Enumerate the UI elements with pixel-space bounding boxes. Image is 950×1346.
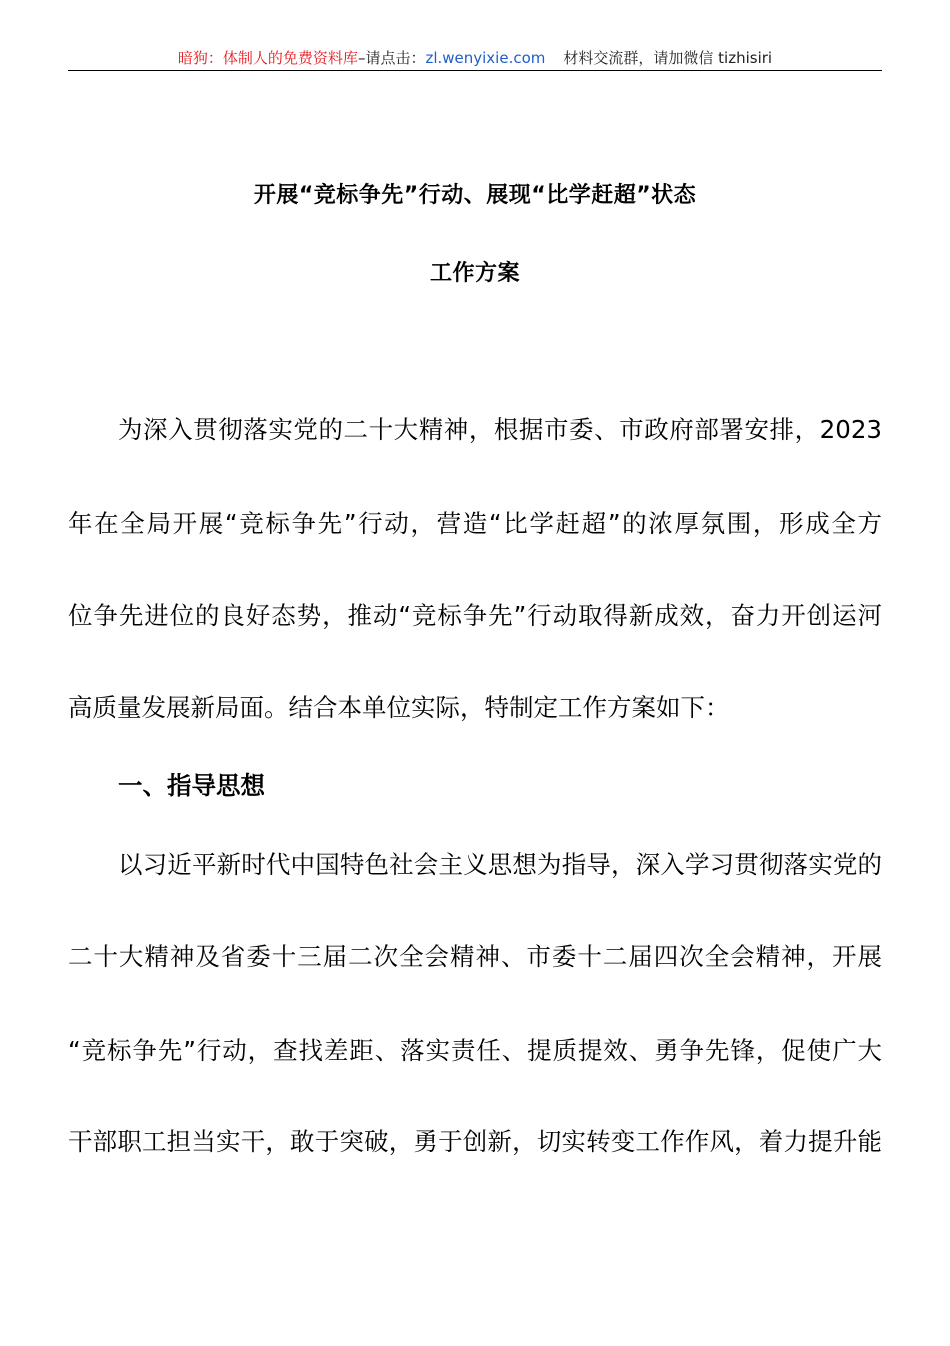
- section-paragraph-line: 以习近平新时代中国特色社会主义思想为指导，深入学习贯彻落实党的: [118, 850, 882, 879]
- intro-paragraph-line: 为深入贯彻落实党的二十大精神，根据市委、市政府部署安排，2023: [118, 415, 882, 444]
- document-subtitle: 工作方案: [429, 261, 520, 286]
- header-wechat-text: 材料交流群，请加微信 tizhisiri: [563, 49, 773, 67]
- header-click-prefix: –请点击：: [357, 49, 426, 67]
- page-header: [68, 48, 882, 68]
- section-heading-guiding-ideology: 一、指导思想: [118, 771, 265, 800]
- header-promo-text: 暗狗：体制人的免费资料库: [177, 49, 358, 67]
- section-paragraph-line: 二十大精神及省委十三届二次全会精神、市委十二届四次全会精神，开展: [68, 942, 882, 971]
- document-title: 开展“竞标争先”行动、展现“比学赶超”状态: [253, 183, 697, 208]
- header-link[interactable]: zl.wenyixie.com: [425, 49, 546, 67]
- section-paragraph-line: 干部职工担当实干，敢于突破，勇于创新，切实转变工作作风，着力提升能: [68, 1127, 882, 1156]
- intro-paragraph-line: 年在全局开展“竞标争先”行动，营造“比学赶超”的浓厚氛围，形成全方: [68, 509, 882, 538]
- intro-paragraph-line: 位争先进位的良好态势，推动“竞标争先”行动取得新成效，奋力开创运河: [68, 601, 882, 630]
- intro-paragraph-line: 高质量发展新局面。结合本单位实际，特制定工作方案如下：: [68, 693, 730, 722]
- section-paragraph-line: “竞标争先”行动，查找差距、落实责任、提质提效、勇争先锋，促使广大: [68, 1036, 882, 1065]
- header-divider: [68, 70, 882, 71]
